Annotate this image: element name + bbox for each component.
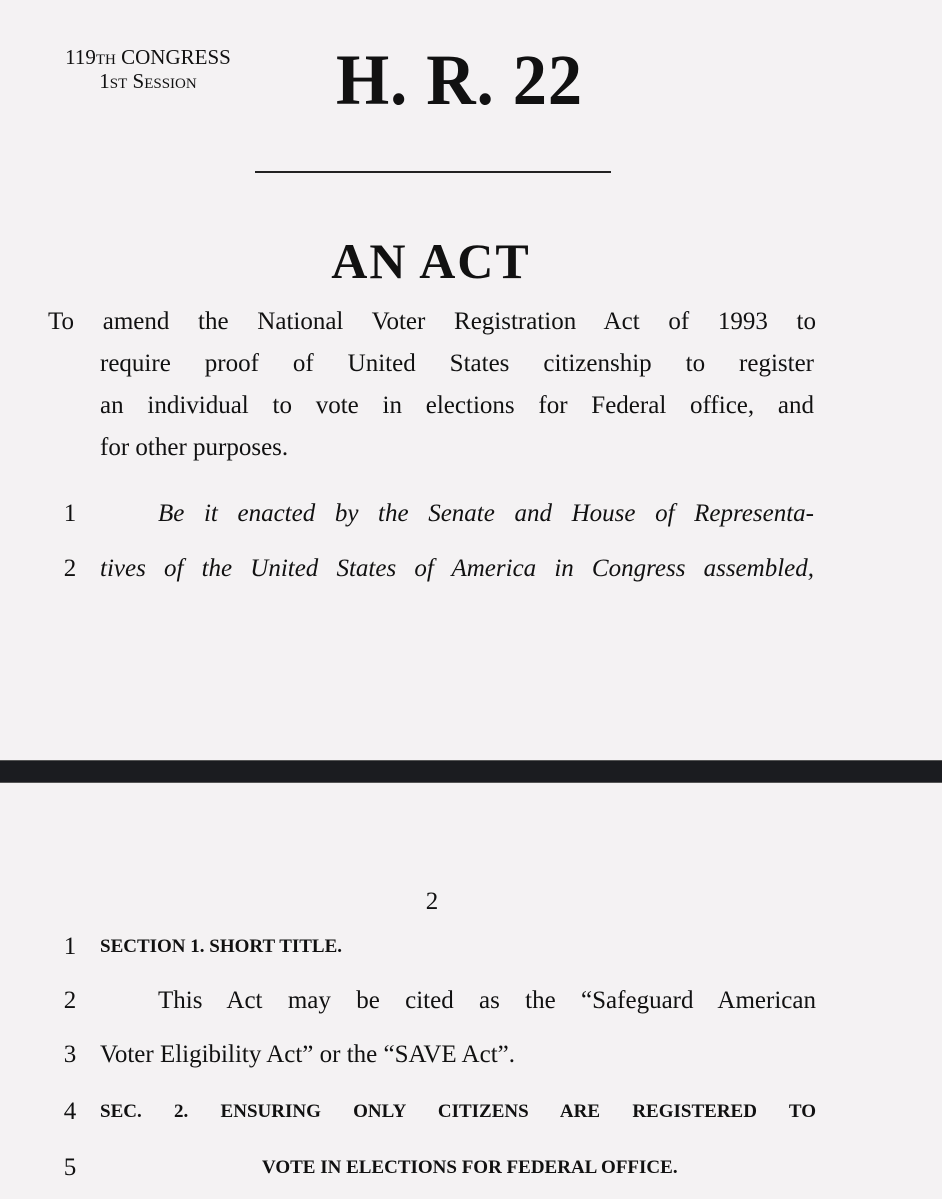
page-break-bar [0,760,942,783]
act-heading: AN ACT [331,233,531,289]
congress-label: 119th CONGRESS [65,45,231,69]
congress-session [30,45,266,93]
line-number: 4 [63,1098,77,1125]
page-number: 2 [425,888,439,915]
section-heading: SECTION 1. SHORT TITLE. [100,936,343,957]
bill-number: H. R. 22 [336,40,583,120]
line-number: 3 [63,1041,77,1068]
line-number: 1 [63,500,77,527]
section-heading: SEC. 2. ENSURING ONLY CITIZENS ARE REGISTERED TO [100,1101,816,1122]
line-number: 2 [63,987,77,1014]
divider-rule [255,171,611,173]
purpose-line: for other purposes. [100,434,289,461]
line-number: 1 [63,933,77,960]
session-label: 1st Session [99,69,197,93]
purpose-line: require proof of United States citizenship to register [100,350,814,377]
text-line: Voter Eligibility Act” or the “SAVE Act”. [100,1041,515,1068]
purpose-line: To amend the National Voter Registration Act of 1993 to [48,308,816,335]
text-line: This Act may be cited as the “Safeguard American [158,987,816,1014]
enacting-clause-line: tives of the United States of America in Congress assembled, [100,555,814,582]
line-number: 5 [63,1154,77,1181]
line-number: 2 [63,555,77,582]
enacting-clause-line: Be it enacted by the Senate and House of Representa- [158,500,814,527]
purpose-line: an individual to vote in elections for Federal office, and [100,392,814,419]
section-heading: VOTE IN ELECTIONS FOR FEDERAL OFFICE. [262,1157,678,1178]
